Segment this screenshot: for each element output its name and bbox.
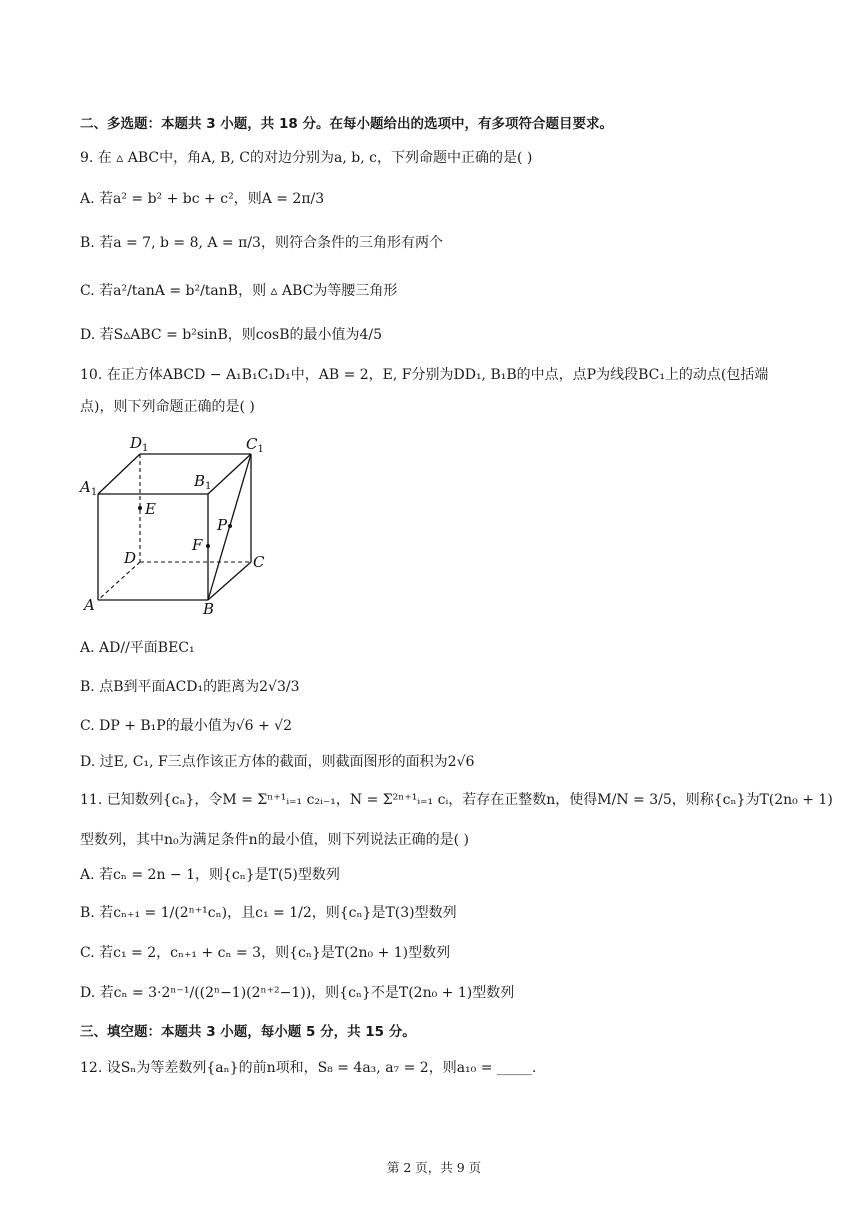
q11-option-a: A. 若cₙ = 2n − 1，则{cₙ}是T(5)型数列	[80, 867, 340, 883]
q10-stem-line2: 点)，则下列命题正确的是( )	[80, 399, 255, 415]
q10-option-d: D. 过E, C₁, F三点作该正方体的截面，则截面图形的面积为2√6	[80, 754, 475, 770]
label-e: E	[145, 500, 156, 518]
q11-option-d: D. 若cₙ = 3·2ⁿ⁻¹/((2ⁿ−1)(2ⁿ⁺²−1))，则{cₙ}不是T(2n₀ + 1)型数列	[80, 985, 515, 1001]
q12-stem: 12. 设Sₙ为等差数列{aₙ}的前n项和，S₈ = 4a₃, a₇ = 2，则a₁₀ = _____.	[80, 1060, 537, 1076]
q9-option-c: C. 若a²/tanA = b²/tanB，则 ▵ ABC为等腰三角形	[80, 283, 398, 299]
q9-option-a: A. 若a² = b² + bc + c²，则A = 2π/3	[80, 191, 325, 207]
q10-stem-line1: 10. 在正方体ABCD − A₁B₁C₁D₁中，AB = 2，E, F分别为DD₁, B₁B的中点，点P为线段BC₁上的动点(包括端	[80, 367, 769, 383]
q9-stem: 9. 在 ▵ ABC中，角A, B, C的对边分别为a, b, c，下列命题中正确的是( )	[80, 150, 533, 166]
q9-option-d: D. 若S▵ABC = b²sinB，则cosB的最小值为4/5	[80, 327, 383, 343]
q10-option-b: B. 点B到平面ACD₁的距离为2√3/3	[80, 679, 300, 695]
label-b1: $B_1$	[194, 472, 212, 492]
label-f: F	[192, 536, 203, 554]
label-p: P	[217, 516, 228, 534]
label-c: C	[253, 553, 265, 571]
point-e	[138, 506, 142, 510]
q11-option-b: B. 若cₙ₊₁ = 1/(2ⁿ⁺¹cₙ)，且c₁ = 1/2，则{cₙ}是T(3)型数列	[80, 905, 457, 921]
q11-option-c: C. 若c₁ = 2，cₙ₊₁ + cₙ = 3，则{cₙ}是T(2n₀ + 1)型数列	[80, 945, 451, 961]
q9-option-b: B. 若a = 7, b = 8, A = π/3，则符合条件的三角形有两个	[80, 235, 443, 251]
label-a: A	[84, 596, 95, 614]
page-footer: 第 2 页，共 9 页	[386, 1160, 482, 1175]
point-p	[228, 524, 232, 528]
section-heading-fill-in: 三、填空题：本题共 3 小题，每小题 5 分，共 15 分。	[80, 1024, 416, 1040]
label-c1: $C_1$	[246, 435, 264, 455]
q10-option-c: C. DP + B₁P的最小值为√6 + √2	[80, 718, 292, 734]
q11-stem-line2: 型数列，其中n₀为满足条件n的最小值，则下列说法正确的是( )	[80, 832, 470, 848]
cube-figure	[78, 432, 278, 622]
label-d1: $D_1$	[130, 434, 149, 454]
label-b: B	[203, 600, 215, 618]
label-a1: $A_1$	[80, 478, 98, 498]
label-d: D	[124, 549, 137, 567]
section-heading-multiple-choice: 二、多选题：本题共 3 小题，共 18 分。在每小题给出的选项中，有多项符合题目要求。	[80, 116, 613, 132]
point-f	[206, 544, 210, 548]
q11-stem-line1: 11. 已知数列{cₙ}，令M = Σⁿ⁺¹ᵢ₌₁ c₂ᵢ₋₁，N = Σ²ⁿ⁺¹ᵢ₌₁ cᵢ，若存在正整数n，使得M/N = 3/5，则称{cₙ}为T(2n₀ + 1)	[80, 792, 833, 808]
q10-option-a: A. AD//平面BEC₁	[80, 640, 195, 656]
